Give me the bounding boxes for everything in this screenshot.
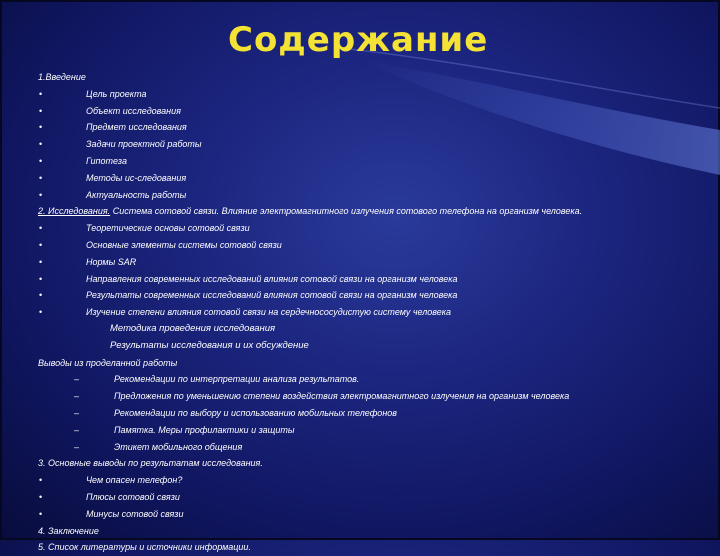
bullet-icon: • [39,122,43,133]
list-item: – Рекомендации по интерпретации анализа результатов. [38,371,698,388]
bullet-icon: • [39,139,43,150]
bullet-icon: • [39,273,43,284]
list-item: • Направления современных исследований влияния сотовой связи на организм человека [38,271,698,288]
list-item: • Теоретические основы сотовой связи [38,220,698,237]
dash-icon: – [74,424,80,435]
list-item: • Нормы SAR [38,254,698,271]
section-references-heading: 5. Список литературы и источники информации. [38,542,251,553]
bullet-icon: • [39,105,43,116]
list-item: – Памятка. Меры профилактики и защиты [38,422,698,439]
bullet-icon: • [39,290,43,301]
list-item: • Цель проекта [38,86,698,103]
bullet-icon: • [39,223,43,234]
slide-title: Содержание [228,20,489,60]
list-item: • Минусы сотовой связи [38,506,698,523]
list-item: • Методы ис-следования [38,170,698,187]
list-item: • Результаты современных исследований влияния сотовой связи на организм человека [38,287,698,304]
bullet-icon: • [39,155,43,166]
bullet-icon: • [39,491,43,502]
bullet-icon: • [39,189,43,200]
list-sub-item: Методика проведения исследования [110,322,276,334]
list-sub-item: Результаты исследования и их обсуждение [110,339,309,351]
list-item: • Чем опасен телефон? [38,472,698,489]
section-main-conclusions-heading: 3. Основные выводы по результатам исследования. [38,458,263,469]
table-of-contents [38,69,698,556]
dash-icon: – [74,374,80,385]
list-item: – Этикет мобильного общения [38,439,698,456]
dash-icon: – [74,441,80,452]
bullet-icon: • [39,508,43,519]
list-item: • Предмет исследования [38,119,698,136]
bullet-icon: • [39,307,43,318]
list-item: • Задачи проектной работы [38,136,698,153]
dash-icon: – [74,391,80,402]
list-item: • Плюсы сотовой связи [38,489,698,506]
section-conclusion-heading: 4. Заключение [38,525,99,536]
section-introduction-heading: 1.Введение [38,72,86,82]
list-item: • Актуальность работы [38,187,698,204]
list-item: • Основные элементы системы сотовой связи [38,237,698,254]
bullet-icon: • [39,239,43,250]
list-item: • Изучение степени влияния сотовой связи на сердечнососудистую систему человека [38,304,698,321]
list-item: – Рекомендации по выбору и использованию мобильных телефонов [38,405,698,422]
list-item: • Объект исследования [38,103,698,120]
bullet-icon: • [39,256,43,267]
list-item: • Гипотеза [38,153,698,170]
bullet-icon: • [39,172,43,183]
bullet-icon: • [39,88,43,99]
section-research-heading: 2. Исследования. Система сотовой связи. Влияние электромагнитного излучения сотового телефона на организм человека. [38,206,583,217]
dash-icon: – [74,407,80,418]
bullet-icon: • [39,475,43,486]
list-item: – Предложения по уменьшению степени воздействия электромагнитного излучения на организм человека [38,388,698,405]
section-work-conclusions-heading: Выводы из проделанной работы [38,357,178,368]
